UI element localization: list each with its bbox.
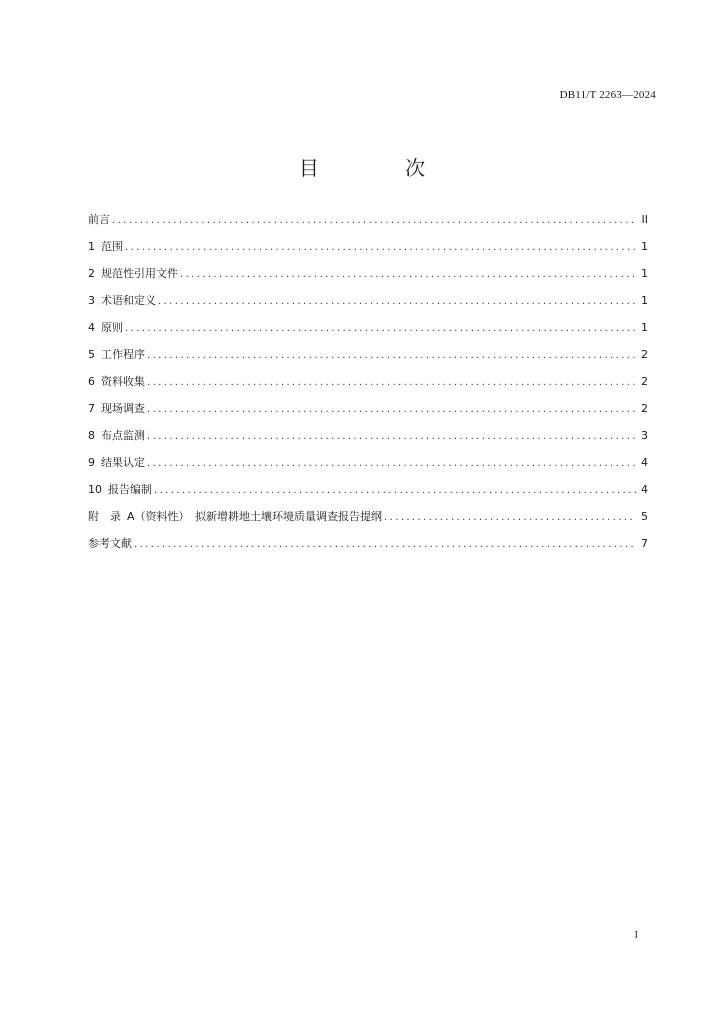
toc-entry-label: 报告编制 xyxy=(108,483,152,496)
toc-entry-number: 6 xyxy=(88,375,95,388)
toc-dot-leader xyxy=(154,484,636,498)
page-number: I xyxy=(634,930,638,941)
toc-entry-page: 7 xyxy=(641,537,648,550)
toc-dot-leader xyxy=(180,268,636,282)
toc-entry-page: II xyxy=(641,213,648,226)
toc-entry-label: 原则 xyxy=(101,321,123,334)
toc-dot-leader xyxy=(147,430,636,444)
toc-entry-number: 3 xyxy=(88,294,95,307)
toc-entry[interactable] xyxy=(88,294,648,321)
toc-entry[interactable] xyxy=(88,375,648,402)
toc-entry-page: 1 xyxy=(641,294,648,307)
toc-entry[interactable] xyxy=(88,483,648,510)
toc-dot-leader xyxy=(384,511,636,525)
toc-entry-label: 参考文献 xyxy=(88,537,132,550)
toc-entry-number: 8 xyxy=(88,429,95,442)
toc-entry-label: 范围 xyxy=(101,240,123,253)
toc-entry-page: 3 xyxy=(641,429,648,442)
toc-entry-label: 结果认定 xyxy=(101,456,145,469)
toc-dot-leader xyxy=(134,538,636,552)
toc-entry-page: 5 xyxy=(641,510,648,523)
toc-dot-leader xyxy=(147,457,636,471)
toc-entry[interactable] xyxy=(88,510,648,537)
toc-entry-label: 术语和定义 xyxy=(101,294,156,307)
toc-entry-label: A（资料性） 拟新增耕地土壤环境质量调查报告提纲 xyxy=(127,510,383,523)
toc-entry[interactable] xyxy=(88,213,648,240)
toc-entry-number: 附 录 xyxy=(88,510,121,523)
toc-entry[interactable] xyxy=(88,321,648,348)
toc-entry-number: 9 xyxy=(88,456,95,469)
toc-entry-page: 4 xyxy=(641,456,648,469)
toc-entry-number: 10 xyxy=(88,483,102,496)
toc-dot-leader xyxy=(125,322,636,336)
toc-entry-page: 1 xyxy=(641,240,648,253)
page-title: 目 次 xyxy=(298,156,466,180)
toc-dot-leader xyxy=(147,349,636,363)
toc-entry-page: 4 xyxy=(641,483,648,496)
toc-entry[interactable] xyxy=(88,402,648,429)
toc-dot-leader xyxy=(112,214,636,228)
toc-entry-number: 2 xyxy=(88,267,95,280)
toc-entry-label: 前言 xyxy=(88,213,110,226)
toc-entry-label: 布点监测 xyxy=(101,429,145,442)
toc-dot-leader xyxy=(147,403,636,417)
document-code: DB11/T 2263—2024 xyxy=(559,89,656,101)
toc-entry[interactable] xyxy=(88,429,648,456)
toc-entry-page: 1 xyxy=(641,321,648,334)
toc-entry-label: 现场调查 xyxy=(101,402,145,415)
table-of-contents xyxy=(88,213,648,564)
toc-dot-leader xyxy=(158,295,636,309)
toc-dot-leader xyxy=(147,376,636,390)
toc-entry[interactable] xyxy=(88,240,648,267)
toc-entry-number: 5 xyxy=(88,348,95,361)
toc-entry-label: 工作程序 xyxy=(101,348,145,361)
toc-entry[interactable] xyxy=(88,267,648,294)
toc-entry-number: 4 xyxy=(88,321,95,334)
toc-entry[interactable] xyxy=(88,537,648,564)
toc-dot-leader xyxy=(125,241,636,255)
toc-entry[interactable] xyxy=(88,348,648,375)
toc-entry-number: 1 xyxy=(88,240,95,253)
toc-entry-page: 1 xyxy=(641,267,648,280)
toc-entry-page: 2 xyxy=(641,402,648,415)
toc-entry-number: 7 xyxy=(88,402,95,415)
toc-entry-label: 规范性引用文件 xyxy=(101,267,178,280)
toc-entry[interactable] xyxy=(88,456,648,483)
toc-entry-page: 2 xyxy=(641,348,648,361)
toc-entry-page: 2 xyxy=(641,375,648,388)
toc-entry-label: 资料收集 xyxy=(101,375,145,388)
